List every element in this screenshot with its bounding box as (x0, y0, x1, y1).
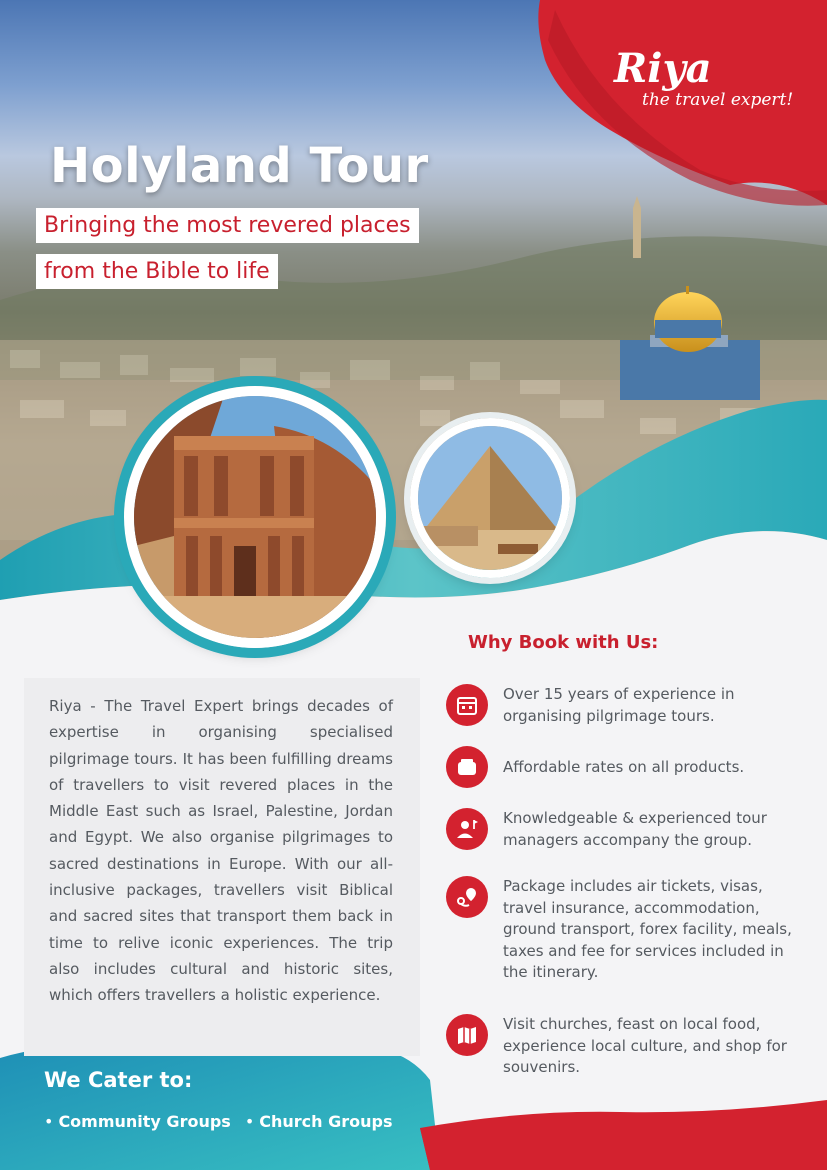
why-item-text: Affordable rates on all products. (503, 758, 745, 776)
petra-photo (124, 386, 386, 648)
subtitle-line-2: from the Bible to life (36, 254, 278, 289)
why-item-text: Over 15 years of experience in organising pilgrimage tours. (503, 685, 735, 725)
pyramid-photo (410, 418, 570, 578)
logo-wordmark: Riya (614, 45, 712, 92)
why-book-heading: Why Book with Us: (468, 632, 659, 653)
why-item-text: Package includes air tickets, visas, travel insurance, accommodation, ground transport, forex facility, meals, taxes and fee for services included in the itinerary. (503, 877, 792, 981)
why-item-text: Knowledgeable & experienced tour managers accompany the group. (503, 809, 767, 849)
calendar-icon (446, 684, 488, 726)
map-icon (446, 1014, 488, 1056)
subtitle-line-1: Bringing the most revered places (36, 208, 419, 243)
cater-item-church: • Church Groups (245, 1112, 393, 1131)
about-text: Riya - The Travel Expert brings decades of expertise in organising specialised pilgrimage tours. It has been fulfilling dreams of travellers to visit revered places in the Middle East such as Israel, Palestine, Jordan and Egypt. We also organise pilgrimages to sacred destinations in Europe. With our all-inclusive packages, travellers visit Biblical and sacred sites that transport them back in time to relive iconic experiences. The trip also includes cultural and historic sites, which offers travellers a holistic experience. (49, 697, 393, 1005)
tour-manager-icon (446, 808, 488, 850)
cater-list (44, 1112, 393, 1131)
wallet-icon (446, 746, 488, 788)
riya-logo (606, 45, 794, 110)
cater-item-community: • Community Groups (44, 1112, 231, 1131)
logo-tagline: the travel expert! (642, 90, 794, 110)
location-pin-icon (446, 876, 488, 918)
page-title: Holyland Tour (50, 138, 429, 194)
cater-heading: We Cater to: (44, 1068, 193, 1092)
why-item-text: Visit churches, feast on local food, experience local culture, and shop for souvenirs. (503, 1015, 787, 1076)
